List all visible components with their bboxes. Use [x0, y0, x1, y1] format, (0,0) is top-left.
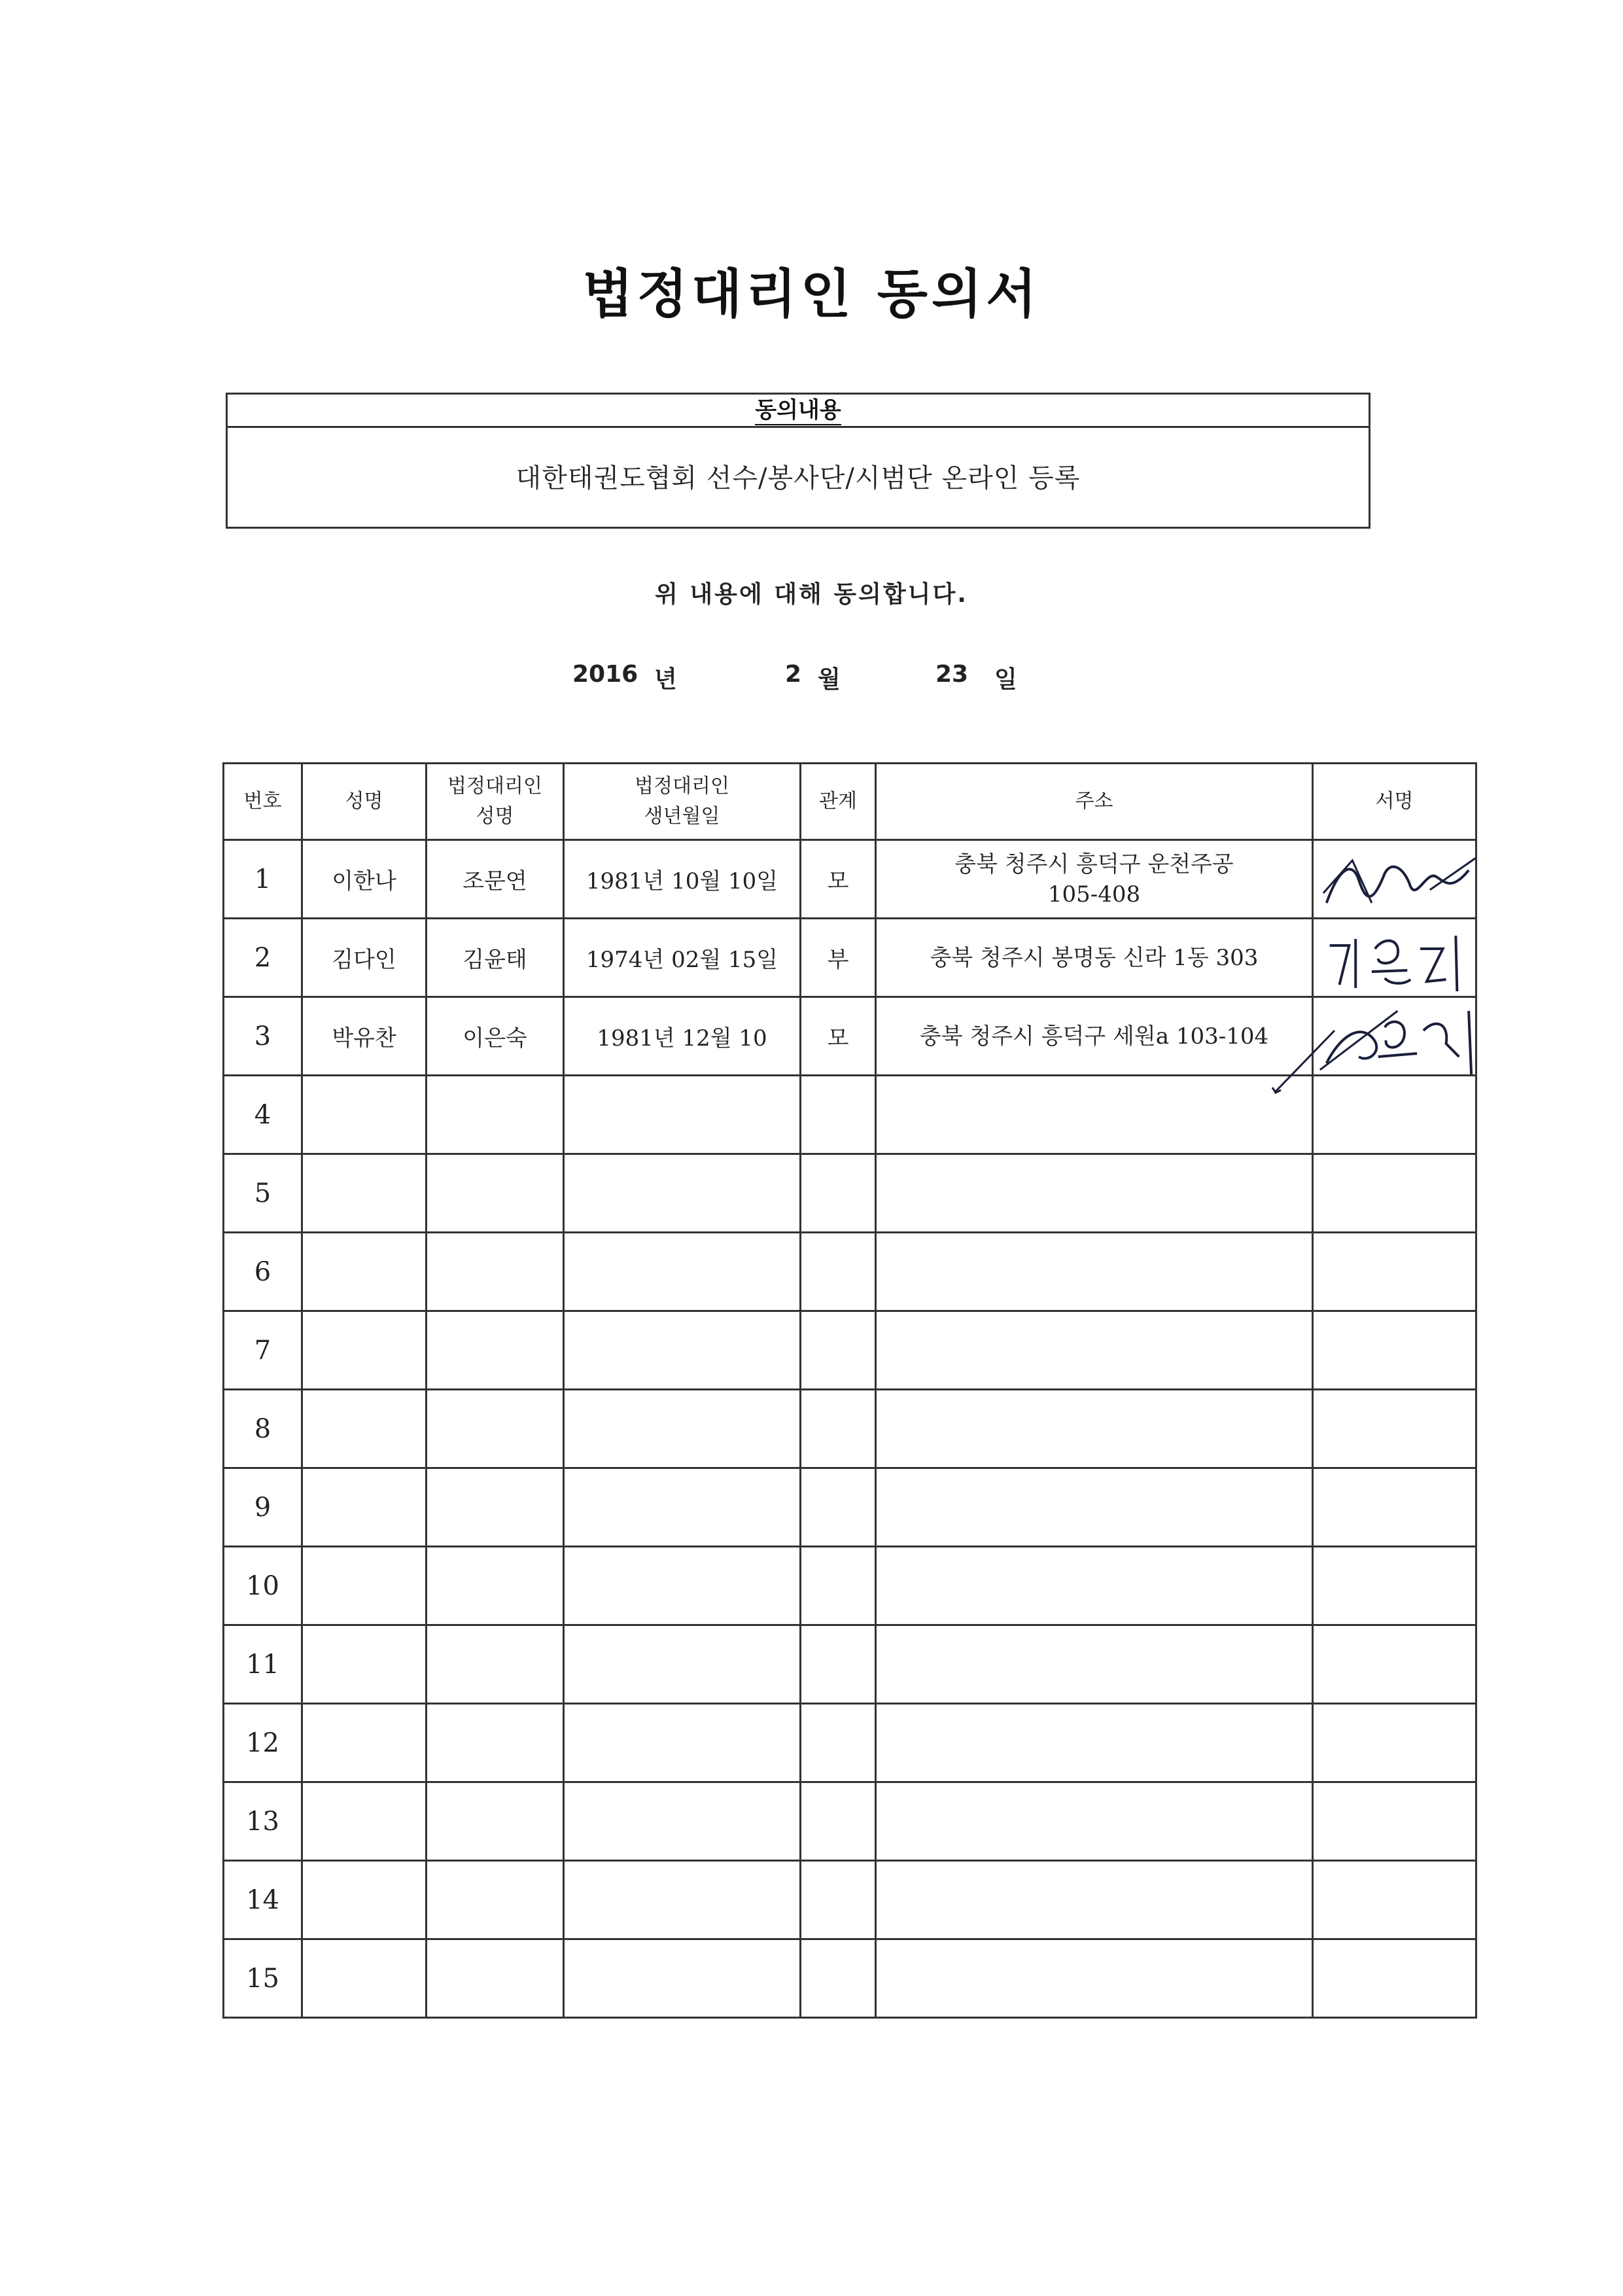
consent-body: 대한태권도협회 선수/봉사단/시범단 온라인 등록 [515, 463, 1081, 493]
cell-guardian-birth [564, 1390, 801, 1468]
cell-guardian-name [427, 1704, 564, 1782]
cell-address [876, 1547, 1313, 1625]
cell-address [876, 1076, 1313, 1154]
cell-name [302, 1154, 427, 1233]
cell-signature [1313, 1861, 1476, 1939]
cell-no: 12 [224, 1704, 302, 1782]
cell-relation [801, 1154, 876, 1233]
cell-name [302, 1311, 427, 1390]
cell-relation [801, 1939, 876, 2018]
page-title: 법정대리인 동의서 [582, 264, 1041, 325]
cell-guardian-name [427, 1233, 564, 1311]
cell-guardian-birth [564, 1625, 801, 1704]
cell-no: 10 [224, 1547, 302, 1625]
cell-signature [1313, 1311, 1476, 1390]
cell-address [876, 1311, 1313, 1390]
table-row [224, 1154, 1476, 1233]
cell-address [876, 919, 1313, 997]
cell-name [302, 1233, 427, 1311]
cell-relation [801, 1625, 876, 1704]
cell-guardian-birth [564, 1782, 801, 1861]
cell-name [302, 1782, 427, 1861]
cell-name [302, 1939, 427, 2018]
cell-relation [801, 1390, 876, 1468]
cell-address [876, 1468, 1313, 1547]
cell-signature [1313, 1468, 1476, 1547]
table-row [224, 919, 1476, 997]
cell-signature [1313, 1625, 1476, 1704]
cell-guardian-birth: 1974년 02월 15일 [564, 919, 801, 997]
cell-address [876, 1154, 1313, 1233]
cell-signature [1313, 919, 1476, 997]
cell-guardian-birth [564, 1311, 801, 1390]
cell-no: 15 [224, 1939, 302, 2018]
consent-header-label: 동의내용 [755, 397, 841, 425]
cell-address [876, 1782, 1313, 1861]
cell-relation [801, 1782, 876, 1861]
cell-relation [801, 1311, 876, 1390]
cell-guardian-name: 조문연 [427, 840, 564, 919]
cell-guardian-name [427, 1939, 564, 2018]
cell-guardian-name [427, 1154, 564, 1233]
cell-address [876, 840, 1313, 919]
date-month-unit: 월 [818, 666, 841, 693]
cell-no: 8 [224, 1390, 302, 1468]
cell-address [876, 1390, 1313, 1468]
address-line-1: 충북 청주시 흥덕구 운천주공 [954, 851, 1234, 877]
cell-signature [1313, 1233, 1476, 1311]
header-guardian-birth [564, 764, 801, 840]
header-guardian-name [427, 764, 564, 840]
cell-relation [801, 1468, 876, 1547]
cell-guardian-birth [564, 1547, 801, 1625]
cell-signature [1313, 840, 1476, 919]
cell-guardian-birth [564, 1233, 801, 1311]
cell-relation: 모 [801, 997, 876, 1076]
cell-guardian-name: 이은숙 [427, 997, 564, 1076]
cell-name [302, 1625, 427, 1704]
cell-relation [801, 1861, 876, 1939]
address-line-1: 충북 청주시 봉명동 신라 1동 303 [930, 944, 1259, 971]
header-name: 성명 [302, 764, 427, 840]
date-day: 23 [935, 661, 969, 688]
table-row [224, 840, 1476, 919]
header-guardian-name-line2: 성명 [476, 805, 514, 828]
table-row [224, 1782, 1476, 1861]
address-line-1: 충북 청주시 흥덕구 세원a 103-104 [919, 1023, 1269, 1050]
cell-no: 2 [224, 919, 302, 997]
cell-address [876, 997, 1313, 1076]
cell-name [302, 1704, 427, 1782]
cell-no: 3 [224, 997, 302, 1076]
date-day-unit: 일 [994, 666, 1017, 693]
table-row [224, 1861, 1476, 1939]
handwritten-signature [1314, 998, 1475, 1074]
cell-name [302, 1076, 427, 1154]
cell-guardian-name [427, 1547, 564, 1625]
table-row [224, 1076, 1476, 1154]
cell-guardian-birth [564, 1154, 801, 1233]
cell-guardian-name [427, 1782, 564, 1861]
cell-name [302, 1547, 427, 1625]
cell-name: 박유찬 [302, 997, 427, 1076]
cell-signature [1313, 1154, 1476, 1233]
handwritten-signature [1314, 841, 1475, 917]
cell-address [876, 1625, 1313, 1704]
cell-name: 이한나 [302, 840, 427, 919]
cell-no: 4 [224, 1076, 302, 1154]
table-header-row [224, 764, 1476, 840]
table-row [224, 1704, 1476, 1782]
cell-no: 5 [224, 1154, 302, 1233]
cell-no: 1 [224, 840, 302, 919]
cell-guardian-name [427, 1468, 564, 1547]
cell-relation: 부 [801, 919, 876, 997]
cell-guardian-birth: 1981년 10월 10일 [564, 840, 801, 919]
cell-signature [1313, 1547, 1476, 1625]
cell-address [876, 1861, 1313, 1939]
header-no: 번호 [224, 764, 302, 840]
cell-no: 14 [224, 1861, 302, 1939]
cell-signature [1313, 1939, 1476, 2018]
cell-relation: 모 [801, 840, 876, 919]
cell-guardian-birth [564, 1939, 801, 2018]
cell-name [302, 1861, 427, 1939]
cell-guardian-birth [564, 1861, 801, 1939]
guardian-table [222, 762, 1477, 2019]
cell-no: 9 [224, 1468, 302, 1547]
header-address: 주소 [876, 764, 1313, 840]
table-row [224, 1547, 1476, 1625]
cell-no: 7 [224, 1311, 302, 1390]
date-year-unit: 년 [654, 666, 677, 693]
cell-address [876, 1704, 1313, 1782]
table-row [224, 1311, 1476, 1390]
cell-guardian-name [427, 1625, 564, 1704]
cell-relation [801, 1547, 876, 1625]
cell-name [302, 1390, 427, 1468]
cell-relation [801, 1704, 876, 1782]
cell-address [876, 1233, 1313, 1311]
table-row [224, 1233, 1476, 1311]
table-row [224, 997, 1476, 1076]
cell-name: 김다인 [302, 919, 427, 997]
cell-relation [801, 1076, 876, 1154]
cell-guardian-birth [564, 1704, 801, 1782]
cell-signature [1313, 1390, 1476, 1468]
cell-no: 13 [224, 1782, 302, 1861]
cell-signature [1313, 1782, 1476, 1861]
cell-signature [1313, 997, 1476, 1076]
cell-guardian-name [427, 1861, 564, 1939]
cell-signature [1313, 1076, 1476, 1154]
cell-relation [801, 1233, 876, 1311]
handwritten-signature [1314, 919, 1475, 996]
cell-guardian-name [427, 1390, 564, 1468]
table-row [224, 1468, 1476, 1547]
consent-box [226, 393, 1370, 529]
cell-signature [1313, 1704, 1476, 1782]
agree-statement: 위 내용에 대해 동의합니다. [655, 581, 968, 608]
cell-address [876, 1939, 1313, 2018]
cell-guardian-name [427, 1076, 564, 1154]
date-year: 2016 [572, 661, 638, 688]
table-row [224, 1939, 1476, 2018]
table-row [224, 1625, 1476, 1704]
cell-no: 11 [224, 1625, 302, 1704]
cell-name [302, 1468, 427, 1547]
cell-no: 6 [224, 1233, 302, 1311]
table-row [224, 1390, 1476, 1468]
header-guardian-birth-line2: 생년월일 [644, 805, 720, 828]
header-relation: 관계 [801, 764, 876, 840]
cell-guardian-birth [564, 1076, 801, 1154]
cell-guardian-name [427, 1311, 564, 1390]
address-line-2: 105-408 [1047, 881, 1141, 908]
cell-guardian-birth: 1981년 12월 10 [564, 997, 801, 1076]
date-month: 2 [785, 661, 802, 688]
header-signature: 서명 [1313, 764, 1476, 840]
consent-header [228, 395, 1369, 428]
cell-guardian-name: 김윤태 [427, 919, 564, 997]
header-guardian-name-line1: 법정대리인 [447, 775, 542, 798]
header-guardian-birth-line1: 법정대리인 [635, 775, 729, 798]
cell-guardian-birth [564, 1468, 801, 1547]
